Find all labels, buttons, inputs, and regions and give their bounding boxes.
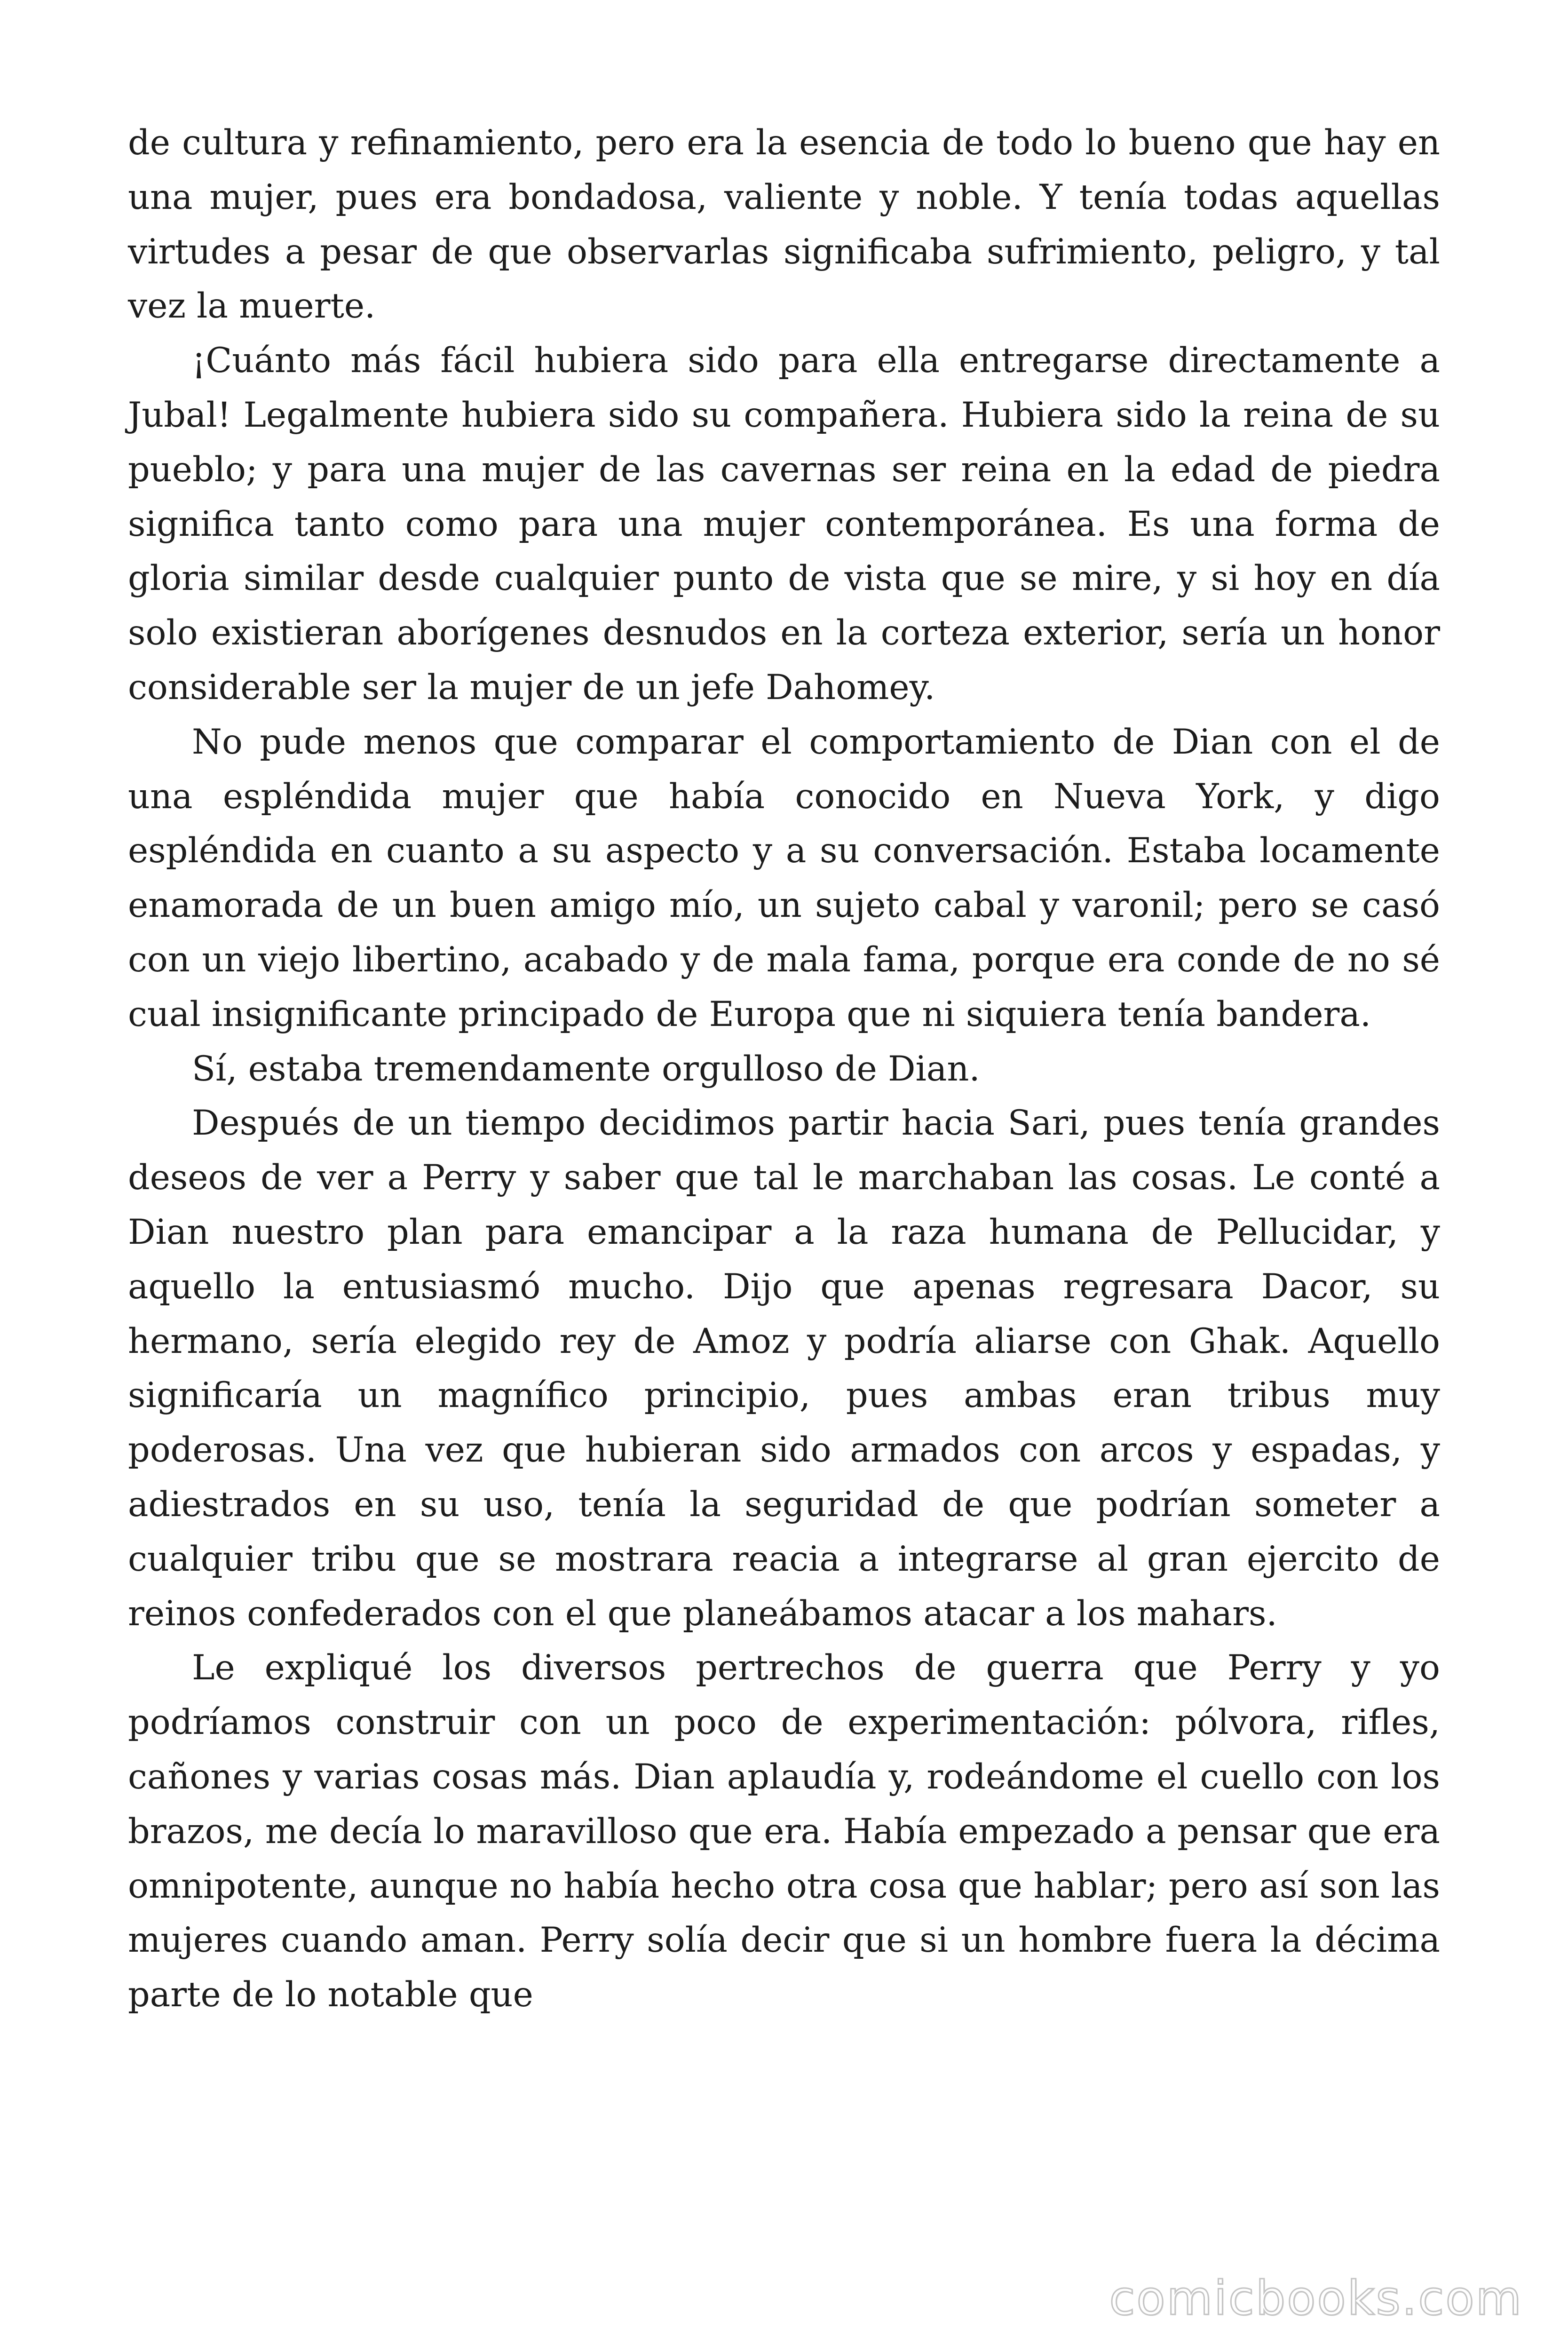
paragraph-5: Después de un tiempo decidimos partir hacia Sari, pues tenía grandes deseos de ver a Perry y saber que tal le marchaban las cosas. Le conté a Dian nuestro plan para emancipar a la raza humana de Pellucidar, y aquello la entusiasmó mucho. Dijo que apenas regresara Dacor, su hermano, sería elegido rey de Amoz y podría aliarse con Ghak. Aquello significaría un magnífico principio, pues ambas eran tribus muy poderosas. Una vez que hubieran sido armados con arcos y espadas, y adiestrados en su uso, tenía la seguridad de que podrían someter a cualquier tribu que se mostrara reacia a integrarse al gran ejercito de reinos confederados con el que planeábamos atacar a los mahars. bbox=[128, 1103, 1440, 1634]
book-page-text bbox=[128, 116, 1440, 2022]
watermark: comicbooks.com bbox=[1109, 2271, 1523, 2326]
paragraph-6: Le expliqué los diversos pertrechos de guerra que Perry y yo podríamos construir con un poco de experimentación: pólvora, rifles, cañones y varias cosas más. Dian aplaudía y, rodeándome el cuello con los brazos, me decía lo maravilloso que era. Había empezado a pensar que era omnipotente, aunque no había hecho otra cosa que hablar; pero así son las mujeres cuando aman. Perry solía decir que si un hombre fuera la décima parte de lo notable que bbox=[128, 1648, 1440, 2015]
paragraph-4: Sí, estaba tremendamente orgulloso de Dian. bbox=[192, 1049, 980, 1089]
paragraph-1: de cultura y refinamiento, pero era la esencia de todo lo bueno que hay en una mujer, pues era bondadosa, valiente y noble. Y tenía todas aquellas virtudes a pesar de que observarlas significaba sufrimiento, peligro, y tal vez la muerte. bbox=[128, 123, 1440, 326]
paragraph-3: No pude menos que comparar el comportamiento de Dian con el de una espléndida mujer que había conocido en Nueva York, y digo espléndida en cuanto a su aspecto y a su conversación. Estaba locamente enamorada de un buen amigo mío, un sujeto cabal y varonil; pero se casó con un viejo libertino, acabado y de mala fama, porque era conde de no sé cual insignificante principado de Europa que ni siquiera tenía bandera. bbox=[128, 722, 1440, 1034]
paragraph-2: ¡Cuánto más fácil hubiera sido para ella entregarse directamente a Jubal! Legalmente hubiera sido su compañera. Hubiera sido la reina de su pueblo; y para una mujer de las cavernas ser reina en la edad de piedra significa tanto como para una mujer contemporánea. Es una forma de gloria similar desde cualquier punto de vista que se mire, y si hoy en día solo existieran aborígenes desnudos en la corteza exterior, sería un honor considerable ser la mujer de un jefe Dahomey. bbox=[128, 341, 1440, 707]
